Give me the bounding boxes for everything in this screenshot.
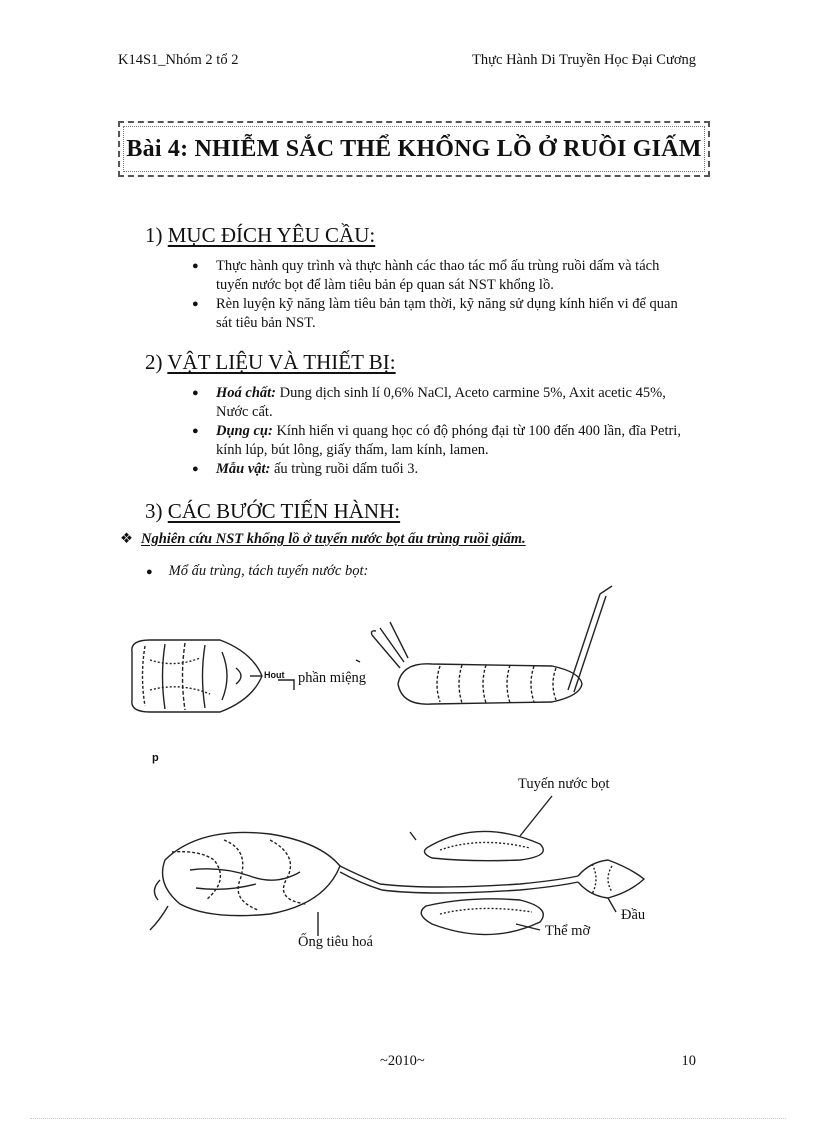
hook-label: Hout <box>264 670 285 680</box>
page-title: Bài 4: NHIỄM SẮC THỂ KHỔNG LỒ Ở RUỒI GIẤM <box>126 135 702 162</box>
head-label: Đầu <box>621 907 646 923</box>
section-1-title: MỤC ĐÍCH YÊU CẦU: <box>167 223 376 247</box>
panel-letter: p <box>152 752 159 764</box>
list-item: ● Hoá chất: Dung dịch sinh lí 0,6% NaCl, Aceto carmine 5%, Axit acetic 45%, Nước cất. <box>192 384 692 422</box>
larva-with-tools-drawing <box>356 586 612 704</box>
section-2-number: 2) <box>145 350 163 374</box>
list-item: ● Mẫu vật: ấu trùng ruồi dấm tuổi 3. <box>192 460 692 479</box>
diamond-bullet-icon: ❖ <box>120 531 133 547</box>
bottom-rule <box>30 1118 786 1119</box>
mouth-label: phần miệng <box>298 670 367 686</box>
salivary-gland-label: Tuyến nước bọt <box>518 776 610 792</box>
fat-body-label: Thể mỡ <box>545 923 591 939</box>
section-2-title: VẬT LIỆU VÀ THIẾT BỊ: <box>167 350 396 374</box>
section-3-number: 3) <box>145 499 163 523</box>
subheading-text: Nghiên cứu NST khổng lồ ở tuyến nước bọt ấu trùng ruồi giấm. <box>141 531 526 547</box>
step-text: Mổ ấu trùng, tách tuyến nước bọt: <box>168 563 369 579</box>
dissected-larva-drawing <box>150 796 644 936</box>
header-left: K14S1_Nhóm 2 tổ 2 <box>118 52 239 68</box>
bullet-dot-icon: ● <box>146 566 153 578</box>
list-item: ● Dụng cụ: Kính hiển vi quang học có độ phóng đại từ 100 đến 400 lần, đĩa Petri, kính lúp, bút lông, giấy thấm, lam kính, lamen. <box>192 422 692 460</box>
footer-year: ~2010~ <box>380 1053 425 1069</box>
list-item: ● Thực hành quy trình và thực hành các thao tác mổ ấu trùng ruồi dấm và tách tuyến nước bọt để làm tiêu bản ép quan sát NST khổng lồ. <box>192 257 692 295</box>
section-1-number: 1) <box>145 223 163 247</box>
page-number: 10 <box>681 1053 696 1069</box>
digestive-tube-label: Ống tiêu hoá <box>298 934 373 950</box>
header-right: Thực Hành Di Truyền Học Đại Cương <box>472 52 696 68</box>
section-3-title: CÁC BƯỚC TIẾN HÀNH: <box>167 499 401 523</box>
list-item: ● Rèn luyện kỹ năng làm tiêu bản tạm thời, kỹ năng sử dụng kính hiển vi để quan sát tiêu bản NST. <box>192 295 692 333</box>
